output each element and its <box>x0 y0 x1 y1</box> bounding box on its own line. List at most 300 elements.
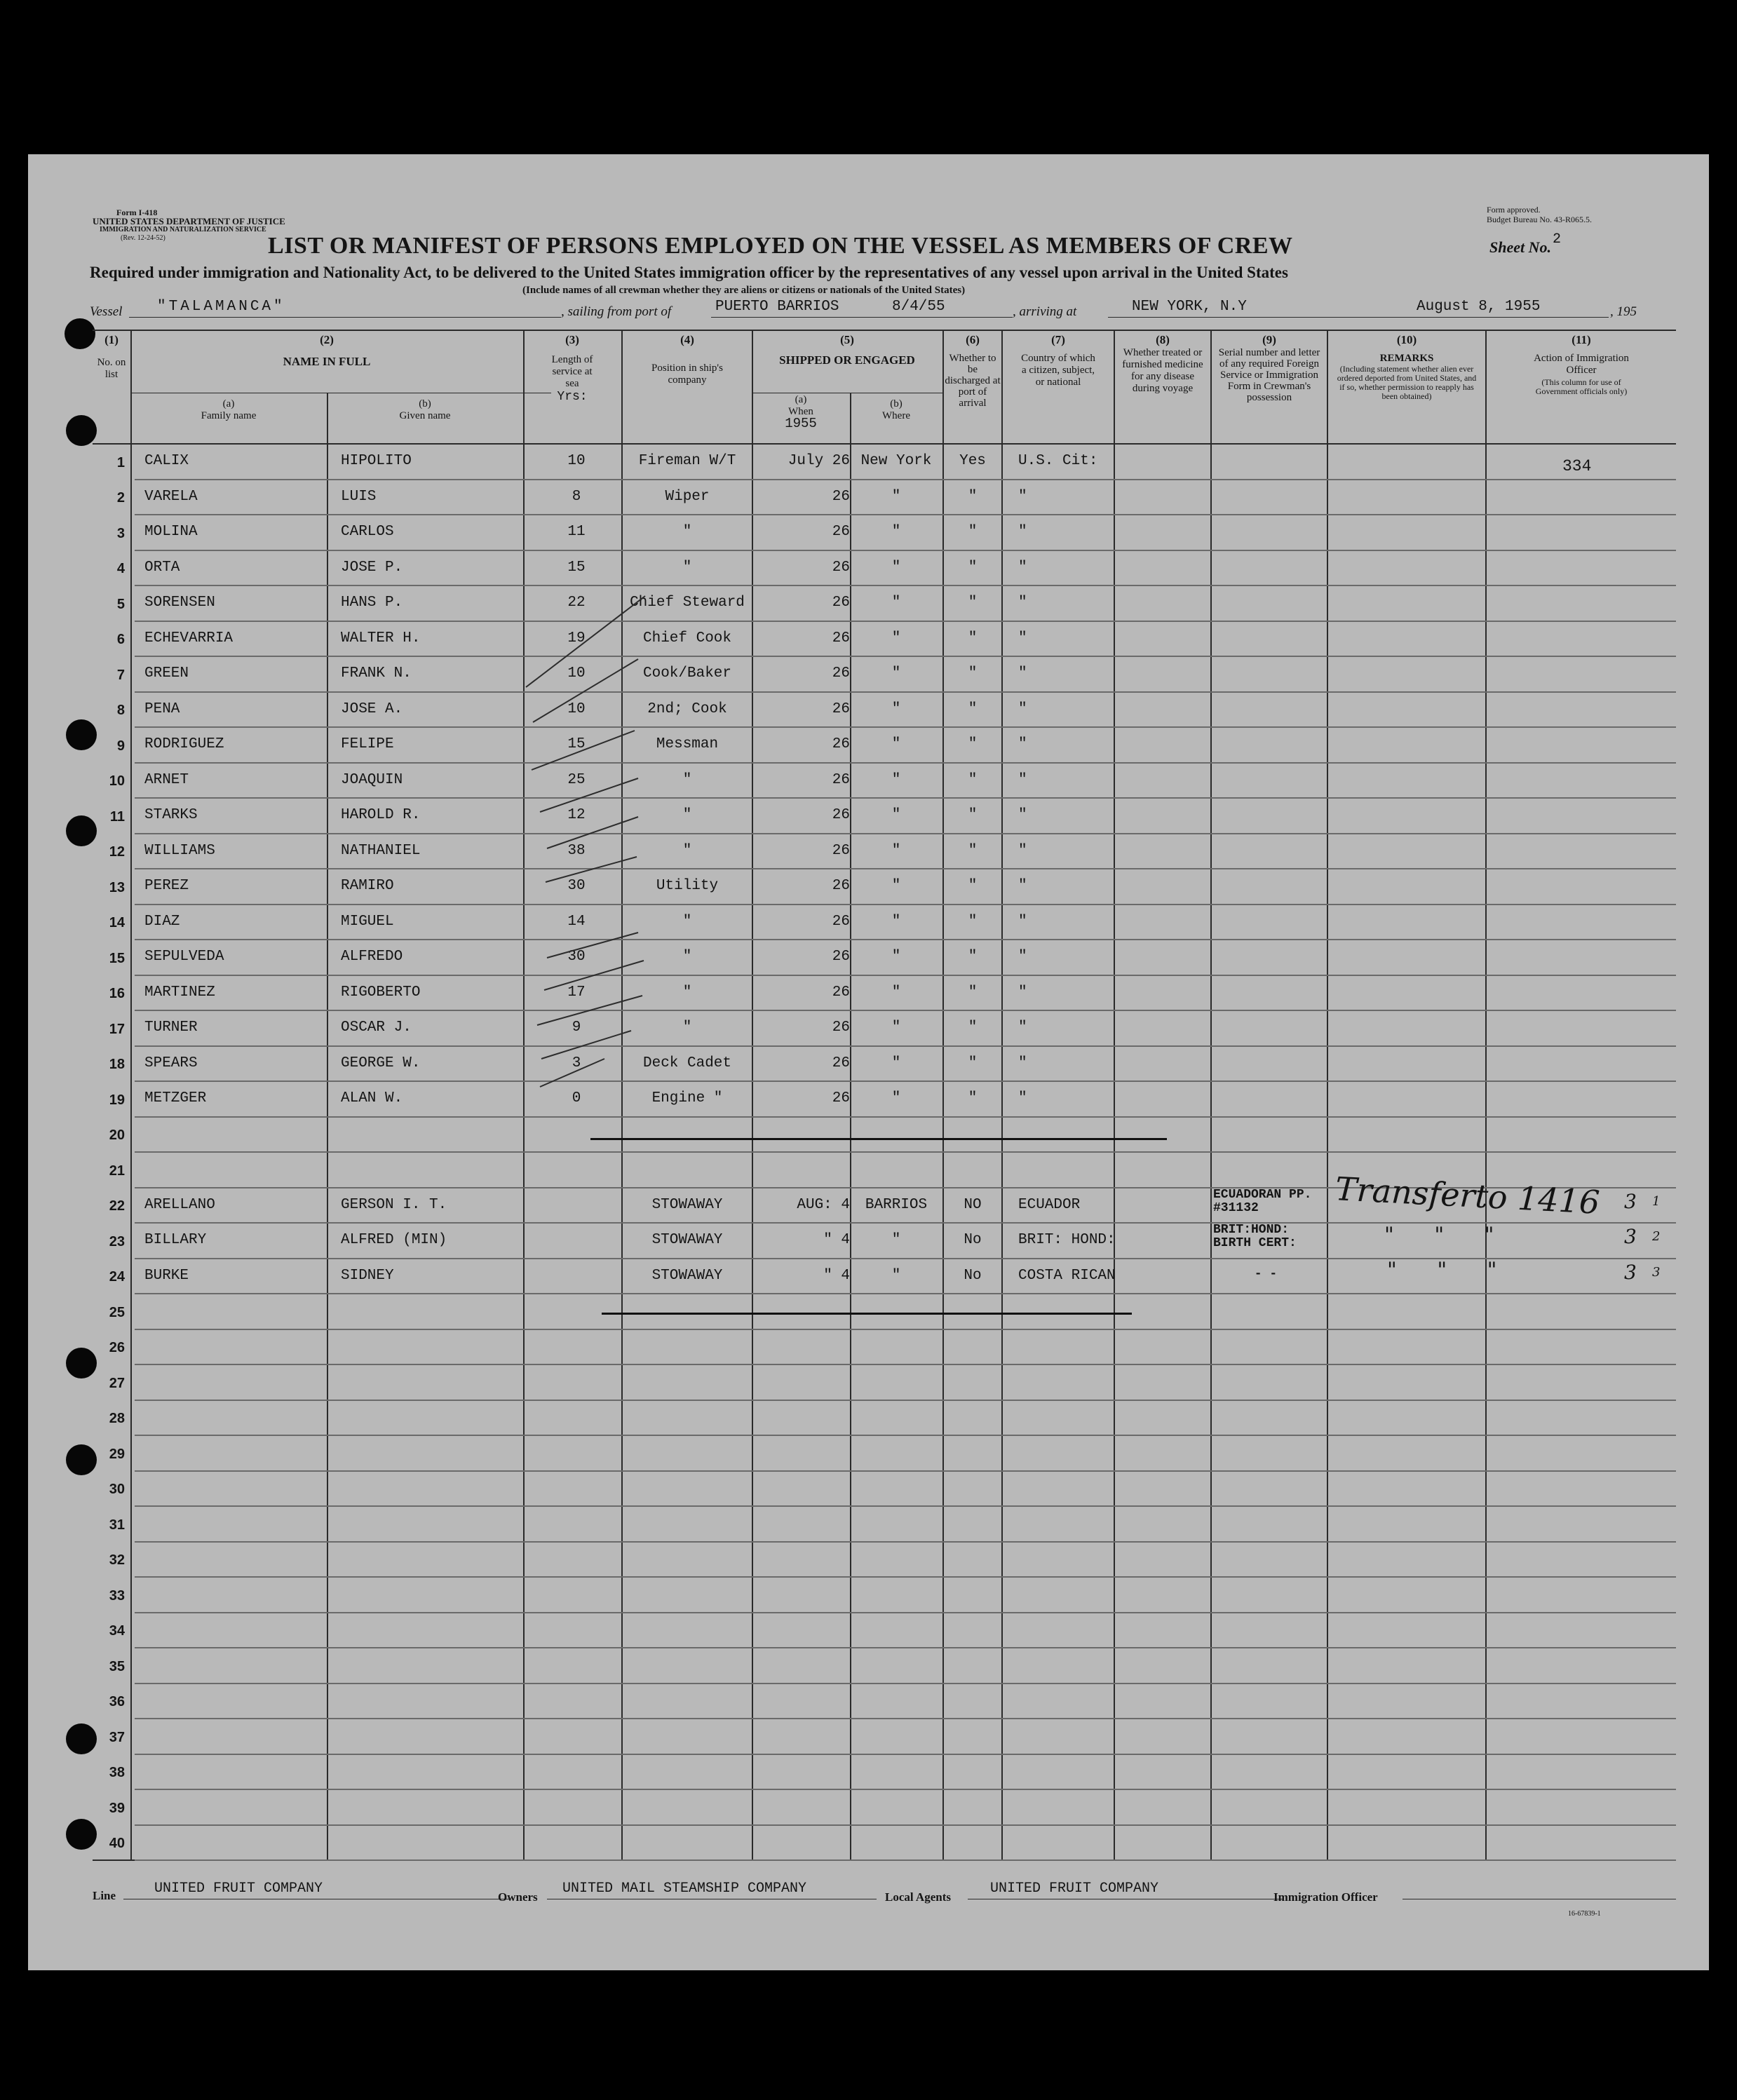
row-rule <box>135 975 1676 976</box>
row-rule <box>135 1859 1676 1861</box>
cell-given: RAMIRO <box>341 878 394 894</box>
cell-given: FRANK N. <box>341 665 412 682</box>
cell-position: " <box>682 560 692 576</box>
cell-country: " <box>1018 736 1027 752</box>
row-rule <box>135 1754 1676 1755</box>
cell-when: 26 <box>832 560 850 576</box>
col-divider <box>752 330 753 1859</box>
col11-header <box>1487 334 1676 396</box>
cell-country: " <box>1018 878 1027 894</box>
row-rule <box>135 1647 1676 1648</box>
cell-position: " <box>682 984 692 1001</box>
row-number: 9 <box>116 738 125 754</box>
cell-position: Deck Cadet <box>642 1055 732 1071</box>
owners-value: UNITED MAIL STEAMSHIP COMPANY <box>562 1881 807 1897</box>
row-number: 22 <box>109 1198 125 1214</box>
row-rule <box>135 904 1676 905</box>
cell-position: Cook/Baker <box>642 665 732 682</box>
cell-yrs: 10 <box>567 701 586 717</box>
stowaway-end-rule <box>602 1313 1132 1315</box>
col5b-title: Where <box>882 410 910 421</box>
cell-action: 3 <box>1624 1261 1637 1284</box>
col3-unit: Yrs: <box>557 390 588 404</box>
col10-title: REMARKS <box>1379 353 1434 364</box>
cell-when: 26 <box>832 949 850 965</box>
col3-title: Length of service at sea <box>551 354 593 389</box>
row-number: 2 <box>116 490 125 506</box>
crew-end-rule <box>590 1138 1167 1140</box>
cell-given: NATHANIEL <box>341 843 421 859</box>
line-label: Line <box>93 1889 116 1902</box>
row-rule <box>135 1045 1676 1047</box>
row-number: 30 <box>109 1482 125 1497</box>
cell-where: " <box>891 665 901 682</box>
cell-when: July 26 <box>788 453 850 469</box>
cell-yrs: 12 <box>567 807 586 823</box>
cell-discharged: " <box>968 949 978 965</box>
col9-title: Serial number and letter of any required Foreign Service or Immigration Form in Crewman's possession <box>1218 347 1320 403</box>
col5-header <box>752 334 942 366</box>
cell-yrs: 9 <box>572 1019 581 1036</box>
col6-header <box>944 334 1001 409</box>
cell-yrs: 30 <box>567 949 586 965</box>
cell-given: MIGUEL <box>341 914 394 930</box>
col9-number: (9) <box>1262 333 1276 346</box>
cell-when: 26 <box>832 843 850 859</box>
cell-position: 2nd; Cook <box>647 701 727 717</box>
row-number: 33 <box>109 1588 125 1604</box>
cell-yrs: 8 <box>572 489 581 505</box>
col10-subtitle: (Including statement whether alien ever ordered deported from United States, and if so, whether permission to reapply has been obtained) <box>1337 364 1477 401</box>
cell-action-sub: 1 <box>1652 1194 1661 1209</box>
row-rule <box>135 868 1676 869</box>
cell-family: PENA <box>144 701 180 717</box>
row-rule <box>135 797 1676 799</box>
row-number: 21 <box>109 1163 125 1179</box>
agents-label: Local Agents <box>885 1890 951 1904</box>
cell-where: " <box>891 949 901 965</box>
row-number: 10 <box>109 773 125 789</box>
col-divider <box>1114 330 1115 1859</box>
cell-given: FELIPE <box>341 736 394 752</box>
cell-family: PEREZ <box>144 878 189 894</box>
cell-where: " <box>891 736 901 752</box>
col10-number: (10) <box>1396 333 1417 346</box>
cell-when: 26 <box>832 524 850 540</box>
cell-country: ECUADOR <box>1018 1197 1081 1213</box>
cell-family: STARKS <box>144 807 198 823</box>
cell-family: ARELLANO <box>144 1197 215 1213</box>
cell-family: DIAZ <box>144 914 180 930</box>
cell-country: " <box>1018 1055 1027 1071</box>
cell-when: 26 <box>832 807 850 823</box>
cell-country: " <box>1018 595 1027 611</box>
col4-header <box>623 334 752 386</box>
cell-country: " <box>1018 1019 1027 1036</box>
cell-discharged: " <box>968 560 978 576</box>
cell-position: STOWAWAY <box>651 1197 723 1213</box>
cell-action: 3 <box>1624 1190 1637 1213</box>
cell-family: METZGER <box>144 1090 207 1106</box>
row-number: 27 <box>109 1376 125 1391</box>
cell-yrs: 14 <box>567 914 586 930</box>
cell-where: " <box>891 1055 901 1071</box>
col6-number: (6) <box>966 333 980 346</box>
cell-country: " <box>1018 843 1027 859</box>
cell-given: JOSE A. <box>341 701 403 717</box>
cell-position: STOWAWAY <box>651 1232 723 1248</box>
arriving-label: , arriving at <box>1013 304 1077 319</box>
cell-where: " <box>891 1019 901 1036</box>
col2-number: (2) <box>320 333 334 346</box>
date-underline <box>1405 317 1609 318</box>
cell-where: " <box>891 984 901 1001</box>
cell-serial: - - <box>1254 1267 1278 1281</box>
sheet-number: 2 <box>1553 231 1562 248</box>
cell-discharged: " <box>968 1055 978 1071</box>
row-number: 1 <box>116 455 125 470</box>
row-number: 16 <box>109 986 125 1001</box>
cell-position: " <box>682 807 692 823</box>
cell-discharged: " <box>968 807 978 823</box>
row-rule <box>135 762 1676 764</box>
cell-country: " <box>1018 560 1027 576</box>
form-approved: Form approved. <box>1487 205 1541 215</box>
col5a-year: 1955 <box>785 416 817 431</box>
cell-position: " <box>682 524 692 540</box>
cell-discharged: " <box>968 843 978 859</box>
cell-given: SIDNEY <box>341 1268 394 1284</box>
row-number: 40 <box>109 1836 125 1851</box>
cell-yrs: 10 <box>567 665 586 682</box>
cell-given: CARLOS <box>341 524 394 540</box>
header-bottom-border <box>93 443 1676 445</box>
cell-discharged: No <box>964 1268 982 1284</box>
row-rule <box>135 1329 1676 1330</box>
col5a-letter: (a) <box>795 394 807 405</box>
col7-title: Country of which a citizen, subject, or national <box>1021 353 1095 388</box>
row-number: 5 <box>116 597 125 612</box>
cell-family: ARNET <box>144 772 189 788</box>
cell-country: " <box>1018 665 1027 682</box>
col1-title: No. on list <box>97 357 126 380</box>
cell-family: CALIX <box>144 453 189 469</box>
cell-discharged: " <box>968 1019 978 1036</box>
cell-serial: BRIT:HOND: BIRTH CERT: <box>1213 1223 1297 1250</box>
cell-where: " <box>891 560 901 576</box>
year-suffix: , 195 <box>1610 304 1637 319</box>
cell-country: " <box>1018 949 1027 965</box>
row-number: 18 <box>109 1057 125 1072</box>
manifest-page <box>28 154 1709 1970</box>
row-number: 17 <box>109 1022 125 1037</box>
cell-when: 26 <box>832 878 850 894</box>
col8-title: Whether treated or furnished medicine for any disease during voyage <box>1122 347 1203 394</box>
row-rule <box>135 1151 1676 1153</box>
cell-discharged: " <box>968 701 978 717</box>
col1-number: (1) <box>104 333 119 346</box>
col5b-header <box>850 398 942 422</box>
cell-country: " <box>1018 1090 1027 1106</box>
cell-discharged: " <box>968 878 978 894</box>
cell-given: JOSE P. <box>341 560 403 576</box>
cell-discharged: No <box>964 1232 982 1248</box>
cell-family: MARTINEZ <box>144 984 215 1001</box>
cell-position: Chief Steward <box>630 595 745 611</box>
cell-when: 26 <box>832 701 850 717</box>
footer-code: 16-67839-1 <box>1568 1910 1601 1918</box>
cell-where: " <box>891 489 901 505</box>
cell-family: SORENSEN <box>144 595 215 611</box>
sailing-date: 8/4/55 <box>892 299 945 315</box>
col6-title: Whether to be discharged at port of arrival <box>945 353 1001 409</box>
row-number: 15 <box>109 951 125 966</box>
row-number: 7 <box>116 668 125 683</box>
row-rule <box>135 1435 1676 1436</box>
ditto-note-1: " " " <box>1384 1223 1511 1247</box>
col2a-title: Family name <box>201 410 257 421</box>
cell-yrs: 10 <box>567 453 586 469</box>
row-rule <box>135 514 1676 515</box>
cell-given: HANS P. <box>341 595 403 611</box>
cell-family: VARELA <box>144 489 198 505</box>
col10-header <box>1328 334 1485 401</box>
vessel-label: Vessel <box>90 304 123 319</box>
cell-position: Messman <box>656 736 719 752</box>
cell-when: 26 <box>832 595 850 611</box>
col2a-header <box>130 398 327 422</box>
row-number: 25 <box>109 1305 125 1320</box>
cell-when: 26 <box>832 489 850 505</box>
col5b-letter: (b) <box>890 398 903 409</box>
row-rule <box>135 1576 1676 1578</box>
row-rule <box>135 1505 1676 1507</box>
row-number: 32 <box>109 1552 125 1568</box>
cell-when: 26 <box>832 630 850 646</box>
row-number: 37 <box>109 1730 125 1745</box>
col4-title: Position in ship's company <box>651 363 723 386</box>
cell-discharged: Yes <box>959 453 986 469</box>
row-number: 14 <box>109 915 125 930</box>
cell-position: " <box>682 772 692 788</box>
row-number: 29 <box>109 1447 125 1462</box>
cell-where: " <box>891 595 901 611</box>
sailing-label: , sailing from port of <box>561 304 672 319</box>
row-number: 34 <box>109 1623 125 1639</box>
punch-hole <box>65 318 95 349</box>
cell-discharged: " <box>968 1090 978 1106</box>
row-number: 13 <box>109 880 125 895</box>
row-number: 28 <box>109 1411 125 1426</box>
cell-when: 26 <box>832 914 850 930</box>
col-divider <box>327 393 328 1859</box>
row-rule <box>135 1364 1676 1365</box>
col2a-letter: (a) <box>222 398 235 409</box>
row-rule <box>135 1081 1676 1082</box>
cell-action: 3 <box>1624 1225 1637 1248</box>
cell-family: MOLINA <box>144 524 198 540</box>
cell-position: Wiper <box>665 489 710 505</box>
vessel-underline <box>129 317 561 318</box>
col8-header <box>1115 334 1210 395</box>
cell-where: " <box>891 914 901 930</box>
col4-number: (4) <box>680 333 694 346</box>
row-number: 35 <box>109 1659 125 1674</box>
cell-country: " <box>1018 984 1027 1001</box>
cell-country: " <box>1018 701 1027 717</box>
col11-number: (11) <box>1572 333 1591 346</box>
cell-yrs: 22 <box>567 595 586 611</box>
sheet-label: Sheet No. <box>1489 238 1551 256</box>
cell-country: U.S. Cit: <box>1018 453 1098 469</box>
cell-country: " <box>1018 630 1027 646</box>
row-number: 8 <box>116 703 125 718</box>
cell-discharged: " <box>968 665 978 682</box>
cell-when: 26 <box>832 984 850 1001</box>
cell-family: SPEARS <box>144 1055 198 1071</box>
row-number: 26 <box>109 1340 125 1355</box>
row-rule <box>135 656 1676 657</box>
arriving-underline <box>1108 317 1405 318</box>
row-number: 20 <box>109 1127 125 1143</box>
cell-when: 26 <box>832 772 850 788</box>
row-rule <box>135 1470 1676 1472</box>
row-rule <box>135 691 1676 693</box>
cell-serial: ECUADORAN PP. #31132 <box>1213 1188 1312 1215</box>
budget-bureau: Budget Bureau No. 43-R065.5. <box>1487 215 1592 224</box>
row-rule <box>135 1116 1676 1118</box>
row-number: 6 <box>116 632 125 647</box>
row-rule <box>135 1400 1676 1401</box>
cell-discharged: " <box>968 595 978 611</box>
cell-when: AUG: 4 <box>797 1197 850 1213</box>
cell-when: 26 <box>832 665 850 682</box>
row1-action-number: 334 <box>1562 457 1592 475</box>
arrival-date: August 8, 1955 <box>1417 299 1541 315</box>
cell-yrs: 11 <box>567 524 586 540</box>
col2-title: NAME IN FULL <box>283 355 371 368</box>
cell-position: STOWAWAY <box>651 1268 723 1284</box>
cell-country: " <box>1018 489 1027 505</box>
cell-family: ECHEVARRIA <box>144 630 234 646</box>
col9-header <box>1212 334 1327 403</box>
cell-discharged: " <box>968 489 978 505</box>
cell-family: GREEN <box>144 665 189 682</box>
cell-given: ALFREDO <box>341 949 403 965</box>
col1-header <box>93 334 130 381</box>
col3-header <box>525 334 620 403</box>
cell-discharged: " <box>968 524 978 540</box>
cell-given: JOAQUIN <box>341 772 403 788</box>
officer-label: Immigration Officer <box>1273 1890 1378 1904</box>
row-rule <box>135 939 1676 940</box>
col11-title: Action of Immigration Officer <box>1534 353 1629 376</box>
col5-title: SHIPPED OR ENGAGED <box>779 353 915 367</box>
cell-given: GERSON I. T. <box>341 1197 447 1213</box>
cell-given: HAROLD R. <box>341 807 421 823</box>
cell-given: ALFRED (MIN) <box>341 1232 447 1248</box>
cell-where: " <box>891 772 901 788</box>
col2b-header <box>327 398 523 422</box>
row-rule <box>135 1789 1676 1790</box>
cell-given: WALTER H. <box>341 630 421 646</box>
cell-family: BURKE <box>144 1268 189 1284</box>
cell-position: " <box>682 949 692 965</box>
cell-family: WILLIAMS <box>144 843 215 859</box>
cell-when: " 4 <box>823 1232 850 1248</box>
row-rule <box>135 1612 1676 1613</box>
cell-yrs: 19 <box>567 630 586 646</box>
cell-discharged: NO <box>964 1197 982 1213</box>
cell-position: " <box>682 843 692 859</box>
cell-discharged: " <box>968 984 978 1001</box>
cell-yrs: 17 <box>567 984 586 1001</box>
cell-discharged: " <box>968 914 978 930</box>
owners-label: Owners <box>498 1890 538 1904</box>
row-rule <box>135 1293 1676 1294</box>
cell-given: RIGOBERTO <box>341 984 421 1001</box>
col-divider <box>850 393 851 1859</box>
row-number: 31 <box>109 1517 125 1533</box>
cell-when: 26 <box>832 1019 850 1036</box>
handwritten-tick-marks <box>519 456 673 1157</box>
cell-where: " <box>891 701 901 717</box>
row-number: 4 <box>116 561 125 576</box>
col5-number: (5) <box>840 333 854 346</box>
col11-subtitle: (This column for use of Government officials only) <box>1535 377 1628 396</box>
cell-discharged: " <box>968 772 978 788</box>
row-rule <box>135 1683 1676 1684</box>
row-number: 12 <box>109 844 125 860</box>
row-number: 39 <box>109 1801 125 1816</box>
col-divider <box>1485 330 1487 1859</box>
cell-action-sub: 2 <box>1652 1229 1661 1244</box>
col5a-title: When <box>788 406 813 417</box>
form-note: (Include names of all crewman whether they are aliens or citizens or nationals of the United States) <box>522 285 966 296</box>
row-rule <box>135 621 1676 622</box>
vessel-name: "TALAMANCA" <box>157 299 285 315</box>
sailing-underline <box>711 317 1013 318</box>
cell-yrs: 15 <box>567 736 586 752</box>
cell-yrs: 25 <box>567 772 586 788</box>
cell-discharged: " <box>968 736 978 752</box>
row-number: 24 <box>109 1269 125 1285</box>
agency-name: UNITED STATES DEPARTMENT OF JUSTICE <box>93 216 285 226</box>
cell-family: RODRIGUEZ <box>144 736 224 752</box>
col8-number: (8) <box>1156 333 1170 346</box>
cell-position: Chief Cook <box>642 630 732 646</box>
cell-yrs: 38 <box>567 843 586 859</box>
col-divider <box>1001 330 1003 1859</box>
cell-family: SEPULVEDA <box>144 949 224 965</box>
cell-position: " <box>682 1019 692 1036</box>
cell-family: BILLARY <box>144 1232 207 1248</box>
cell-yrs: 30 <box>567 878 586 894</box>
cell-country: " <box>1018 772 1027 788</box>
cell-given: LUIS <box>341 489 377 505</box>
cell-when: 26 <box>832 736 850 752</box>
row-rule <box>135 833 1676 834</box>
col7-header <box>1003 334 1114 388</box>
row-rule <box>135 479 1676 480</box>
cell-when: 26 <box>832 1055 850 1071</box>
cell-yrs: 0 <box>572 1090 581 1106</box>
cell-country: COSTA RICAN <box>1018 1268 1116 1284</box>
cell-where: " <box>891 1232 901 1248</box>
cell-where: " <box>891 843 901 859</box>
cell-when: 26 <box>832 1090 850 1106</box>
cell-where: " <box>891 1268 901 1284</box>
